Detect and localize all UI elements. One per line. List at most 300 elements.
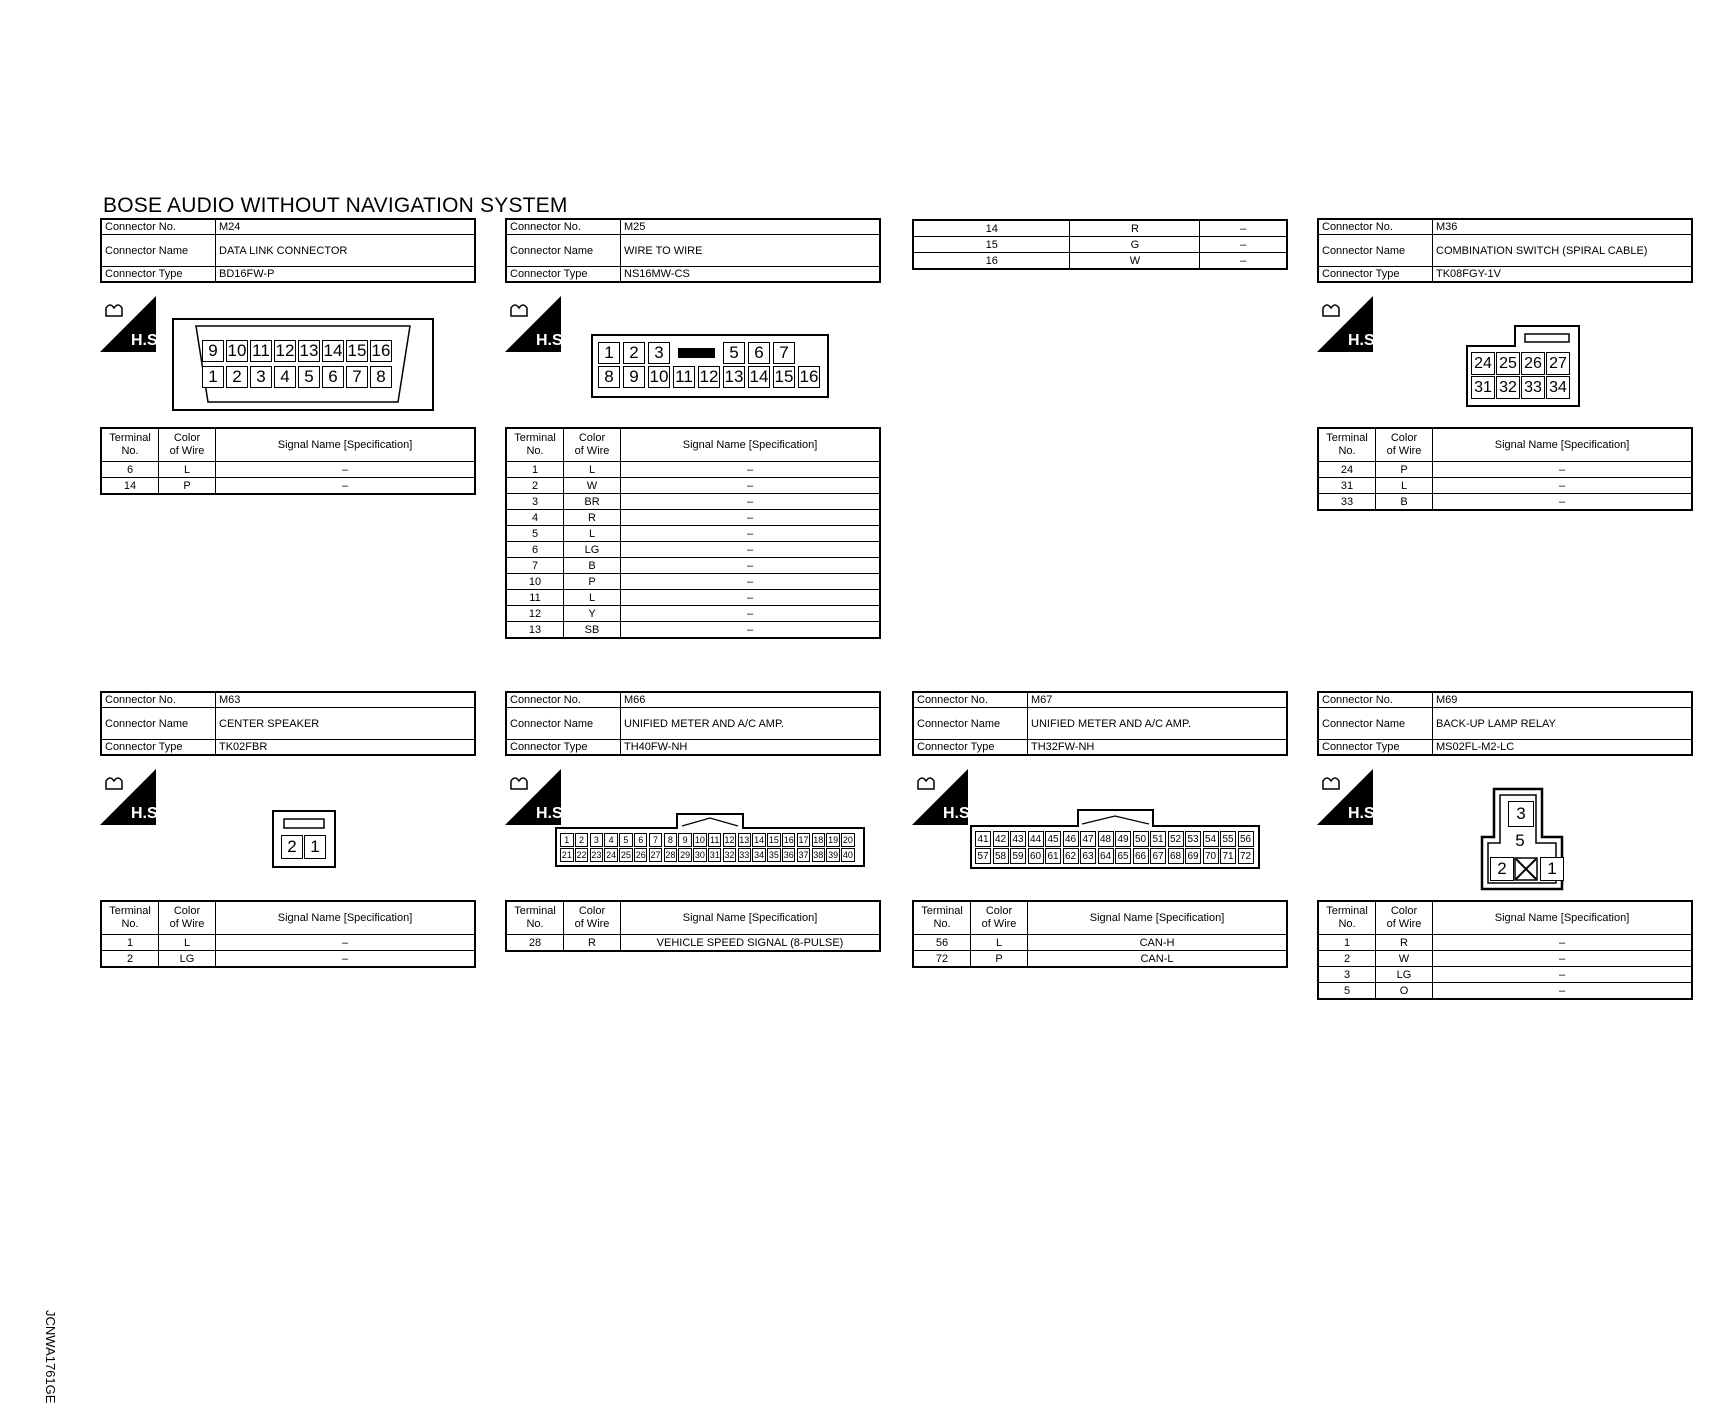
pin-14: 14: [323, 341, 343, 360]
terminal-no-cell: 4: [506, 510, 564, 526]
signal-name-cell: –: [621, 494, 881, 510]
terminal-no-cell: 1: [1318, 935, 1376, 951]
terminal-no-cell: 11: [506, 590, 564, 606]
terminal-no-cell: 28: [506, 935, 564, 952]
hs-badge-text: H.S.: [1348, 332, 1380, 349]
terminal-no-header-line: Terminal: [1326, 432, 1368, 444]
pin-24: 24: [606, 850, 617, 860]
terminal-no-header-line: Terminal: [109, 905, 151, 917]
signal-name-cell: –: [1433, 478, 1693, 494]
hs-badge-text: H.S.: [943, 805, 975, 822]
terminal-no-header: [101, 428, 159, 462]
pin-grid: [281, 835, 326, 859]
table-row: [1318, 462, 1692, 478]
table-row: [913, 237, 1287, 253]
pin-2: 2: [281, 835, 303, 859]
terminal-no-cell: 14: [101, 478, 159, 495]
table-row: [506, 622, 880, 639]
connector-m63-panel: [100, 691, 476, 756]
wire-color-cell: L: [159, 462, 216, 478]
connector-type-label: Connector Type: [1318, 267, 1433, 283]
pin-14: 14: [754, 835, 765, 845]
pin-32: 32: [724, 850, 735, 860]
pin-12: 12: [275, 341, 295, 360]
pin-1: 1: [560, 833, 574, 847]
wire-color-cell: R: [1376, 935, 1433, 951]
hs-badge-icon: [100, 296, 163, 352]
connector-name-value: COMBINATION SWITCH (SPIRAL CABLE): [1433, 235, 1693, 267]
terminal-no-header: [506, 901, 564, 935]
wire-color-cell: P: [159, 478, 216, 495]
pin-25: 25: [1496, 352, 1520, 375]
wire-color-cell: LG: [1376, 967, 1433, 983]
pin-grid: [202, 340, 392, 388]
pin-28: 28: [665, 850, 676, 860]
signal-name-cell: –: [1433, 462, 1693, 478]
pin-1: 1: [304, 835, 326, 859]
hs-badge-text: H.S.: [1348, 805, 1380, 822]
table-row: [913, 951, 1287, 968]
connector-m67-terminal-table: [912, 900, 1288, 968]
pin-63: 63: [1080, 848, 1096, 864]
signal-name-cell: –: [216, 478, 476, 495]
wire-color-cell: BR: [564, 494, 621, 510]
terminal-no-cell: 7: [506, 558, 564, 574]
connector-name-label: Connector Name: [1318, 708, 1433, 740]
pin-2: 2: [226, 366, 248, 388]
wire-color-cell: L: [564, 590, 621, 606]
wire-color-cell: LG: [564, 542, 621, 558]
pin-14: 14: [749, 367, 769, 386]
connector-m66-panel: [505, 691, 881, 756]
terminal-no-header-line: No.: [1338, 918, 1356, 930]
pin-4: 4: [274, 366, 296, 388]
terminal-no-header-line: Terminal: [1326, 905, 1368, 917]
table-row: [1318, 983, 1692, 1000]
pin-5: 5: [619, 833, 633, 847]
pin-69: 69: [1185, 848, 1201, 864]
wire-color-cell: P: [564, 574, 621, 590]
wire-color-cell: B: [1376, 494, 1433, 511]
pin-3: 3: [250, 366, 272, 388]
terminal-no-cell: 16: [913, 253, 1070, 270]
pin-42: 42: [993, 831, 1009, 847]
color-of-wire-header-line: of Wire: [574, 918, 610, 930]
connector-info-table: [100, 691, 476, 756]
pin-72: 72: [1238, 848, 1254, 864]
connector-name-label: Connector Name: [506, 708, 621, 740]
signal-name-cell: –: [621, 606, 881, 622]
pin-19: 19: [828, 835, 839, 845]
connector-type-value: TK02FBR: [216, 740, 476, 756]
signal-name-cell: –: [621, 558, 881, 574]
terminal-no-cell: 5: [506, 526, 564, 542]
pin-15: 15: [774, 367, 794, 386]
connector-m63-terminal-table: [100, 900, 476, 968]
connector-name-label: Connector Name: [913, 708, 1028, 740]
table-row: [506, 462, 880, 478]
pin-16: 16: [371, 341, 391, 360]
document-code: JCNWA1761GE: [43, 1310, 58, 1403]
pin-62: 62: [1063, 848, 1079, 864]
connector-type-label: Connector Type: [913, 740, 1028, 756]
table-row: [913, 935, 1287, 951]
connector-no-value: M36: [1433, 219, 1693, 235]
connector-m67-diagram: [970, 808, 1260, 869]
connector-type-value: MS02FL-M2-LC: [1433, 740, 1693, 756]
connector-no-label: Connector No.: [1318, 219, 1433, 235]
pin-26: 26: [1521, 352, 1545, 375]
pin-5: 5: [723, 342, 745, 364]
pin-31: 31: [709, 850, 720, 860]
color-of-wire-header-line: Color: [578, 905, 606, 917]
terminal-no-cell: 5: [1318, 983, 1376, 1000]
pin-16: 16: [799, 367, 819, 386]
connector-m36-terminal-table: [1317, 427, 1693, 511]
pin-3: 3: [1508, 801, 1534, 827]
connector-m24-terminal-table: [100, 427, 476, 495]
pin-38: 38: [813, 850, 824, 860]
wire-color-cell: G: [1070, 237, 1200, 253]
wire-color-cell: W: [1070, 253, 1200, 270]
page-title: BOSE AUDIO WITHOUT NAVIGATION SYSTEM: [103, 194, 568, 217]
pin-8: 8: [370, 366, 392, 388]
terminal-no-cell: 2: [1318, 951, 1376, 967]
pin-56: 56: [1238, 831, 1254, 847]
terminal-no-header-line: No.: [121, 918, 139, 930]
connector-m69-panel: [1317, 691, 1693, 756]
connector-info-table: [1317, 218, 1693, 283]
color-of-wire-header-line: Color: [578, 432, 606, 444]
color-of-wire-header-line: Color: [985, 905, 1013, 917]
pin-55: 55: [1220, 831, 1236, 847]
hs-badge-text: H.S.: [536, 332, 568, 349]
pin-4: 4: [604, 833, 618, 847]
table-row: [506, 574, 880, 590]
table-row: [913, 220, 1287, 237]
pin-5: 5: [298, 366, 320, 388]
hs-badge-icon: [100, 769, 163, 825]
table-row: [506, 590, 880, 606]
pin-46: 46: [1063, 831, 1079, 847]
signal-name-cell: –: [1433, 967, 1693, 983]
connector-m25-panel: [505, 218, 881, 283]
connector-type-label: Connector Type: [1318, 740, 1433, 756]
pin-11: 11: [708, 833, 722, 847]
connector-name-value: UNIFIED METER AND A/C AMP.: [1028, 708, 1288, 740]
pin-36: 36: [783, 850, 794, 860]
pin-13: 13: [299, 341, 319, 360]
connector-type-value: NS16MW-CS: [621, 267, 881, 283]
signal-name-cell: VEHICLE SPEED SIGNAL (8-PULSE): [621, 935, 881, 952]
terminal-no-header-line: No.: [933, 918, 951, 930]
pin-11: 11: [250, 340, 272, 362]
connector-name-label: Connector Name: [101, 235, 216, 267]
signal-name-header: Signal Name [Specification]: [1433, 428, 1693, 462]
pin-8: 8: [598, 366, 620, 388]
terminal-no-header-line: No.: [526, 445, 544, 457]
signal-name-header: Signal Name [Specification]: [216, 428, 476, 462]
connector-type-value: BD16FW-P: [216, 267, 476, 283]
connector-name-label: Connector Name: [101, 708, 216, 740]
pin-29: 29: [680, 850, 691, 860]
signal-name-cell: –: [1433, 951, 1693, 967]
pin-2: 2: [575, 833, 589, 847]
blank-cavity: [673, 342, 720, 364]
blocked-cavity-icon: [1514, 857, 1538, 882]
pin-44: 44: [1028, 831, 1044, 847]
terminal-no-cell: 33: [1318, 494, 1376, 511]
pin-3: 3: [648, 342, 670, 364]
connector-no-value: M63: [216, 692, 476, 708]
hs-badge-text: H.S.: [536, 805, 568, 822]
connector-no-label: Connector No.: [101, 692, 216, 708]
signal-name-cell: –: [1433, 494, 1693, 511]
terminal-no-cell: 2: [101, 951, 159, 968]
terminal-no-header-line: No.: [526, 918, 544, 930]
pin-32: 32: [1496, 376, 1520, 399]
pin-17: 17: [798, 835, 809, 845]
signal-name-header: Signal Name [Specification]: [621, 428, 881, 462]
hs-badge-icon: [505, 769, 568, 825]
pin-2: 2: [623, 342, 645, 364]
pin-20: 20: [842, 835, 853, 845]
terminal-no-cell: 13: [506, 622, 564, 639]
table-row: [101, 935, 475, 951]
terminal-no-cell: 31: [1318, 478, 1376, 494]
pin-21: 21: [561, 850, 572, 860]
signal-name-cell: –: [621, 542, 881, 558]
signal-name-cell: –: [1200, 220, 1287, 237]
wire-color-cell: B: [564, 558, 621, 574]
terminal-no-cell: 3: [506, 494, 564, 510]
connector-no-label: Connector No.: [101, 219, 216, 235]
table-row: [1318, 478, 1692, 494]
pin-70: 70: [1203, 848, 1219, 864]
pin-12: 12: [724, 835, 735, 845]
pin-65: 65: [1115, 848, 1131, 864]
connector-m69-terminal-table: [1317, 900, 1693, 1000]
color-of-wire-header: [1376, 901, 1433, 935]
connector-no-value: M67: [1028, 692, 1288, 708]
color-of-wire-header-line: Color: [1390, 905, 1418, 917]
wire-color-cell: SB: [564, 622, 621, 639]
connector-name-value: BACK-UP LAMP RELAY: [1433, 708, 1693, 740]
hs-badge-text: H.S.: [131, 332, 163, 349]
pin-grid: [1471, 352, 1570, 399]
signal-name-cell: –: [1200, 253, 1287, 270]
wire-color-cell: LG: [159, 951, 216, 968]
terminal-no-header: [101, 901, 159, 935]
signal-name-cell: –: [216, 951, 476, 968]
terminal-no-header-line: Terminal: [921, 905, 963, 917]
color-of-wire-header-line: of Wire: [169, 445, 205, 457]
color-of-wire-header: [1376, 428, 1433, 462]
connector-no-value: M25: [621, 219, 881, 235]
signal-name-cell: –: [216, 462, 476, 478]
pin-66: 66: [1133, 848, 1149, 864]
pin-60: 60: [1028, 848, 1044, 864]
pin-grid: [598, 342, 820, 388]
terminal-no-header-line: Terminal: [514, 432, 556, 444]
color-of-wire-header: [159, 428, 216, 462]
terminal-no-cell: 6: [506, 542, 564, 558]
signal-name-header: Signal Name [Specification]: [1028, 901, 1288, 935]
color-of-wire-header-line: of Wire: [1386, 918, 1422, 930]
color-of-wire-header: [564, 428, 621, 462]
pin-18: 18: [813, 835, 824, 845]
connector-type-label: Connector Type: [506, 740, 621, 756]
terminal-no-header-line: Terminal: [514, 905, 556, 917]
connector-no-label: Connector No.: [1318, 692, 1433, 708]
pin-50: 50: [1133, 831, 1149, 847]
signal-name-cell: –: [621, 510, 881, 526]
keyway-mark: [678, 348, 716, 358]
connector-type-label: Connector Type: [101, 740, 216, 756]
terminal-no-header-line: Terminal: [109, 432, 151, 444]
connector-no-label: Connector No.: [506, 219, 621, 235]
table-row: [1318, 951, 1692, 967]
pin-5: 5: [1515, 831, 1525, 850]
pin-grid: [975, 831, 1254, 864]
pin-71: 71: [1220, 848, 1236, 864]
pin-13: 13: [724, 367, 744, 386]
pin-48: 48: [1098, 831, 1114, 847]
connector-name-value: DATA LINK CONNECTOR: [216, 235, 476, 267]
pin-41: 41: [975, 831, 991, 847]
empty-cavity: [798, 342, 820, 364]
pin-3: 3: [590, 833, 604, 847]
signal-name-cell: –: [621, 462, 881, 478]
pin-43: 43: [1010, 831, 1026, 847]
terminal-no-header: [1318, 901, 1376, 935]
connector-name-value: CENTER SPEAKER: [216, 708, 476, 740]
connector-no-value: M24: [216, 219, 476, 235]
connector-info-table: [505, 691, 881, 756]
signal-name-cell: –: [216, 935, 476, 951]
wire-color-cell: L: [159, 935, 216, 951]
connector-name-label: Connector Name: [1318, 235, 1433, 267]
terminal-no-cell: 1: [506, 462, 564, 478]
terminal-no-cell: 12: [506, 606, 564, 622]
wire-color-cell: W: [564, 478, 621, 494]
signal-name-cell: –: [621, 574, 881, 590]
pin-1: 1: [598, 342, 620, 364]
wire-color-cell: L: [971, 935, 1028, 951]
pin-26: 26: [635, 850, 646, 860]
signal-name-cell: –: [1200, 237, 1287, 253]
pin-2: 2: [1490, 857, 1514, 881]
pin-15: 15: [347, 341, 367, 360]
hs-badge-icon: [1317, 769, 1380, 825]
terminal-no-header: [506, 428, 564, 462]
pin-9: 9: [623, 366, 645, 388]
connector-m66-diagram: [555, 812, 865, 867]
table-row: [506, 478, 880, 494]
connector-type-value: TH40FW-NH: [621, 740, 881, 756]
pin-9: 9: [202, 340, 224, 362]
color-of-wire-header-line: of Wire: [169, 918, 205, 930]
terminal-no-cell: 6: [101, 462, 159, 478]
color-of-wire-header-line: Color: [173, 905, 201, 917]
pin-27: 27: [650, 850, 661, 860]
table-row: [506, 526, 880, 542]
color-of-wire-header-line: of Wire: [1386, 445, 1422, 457]
connector-m25-terminal-table: [505, 427, 881, 639]
pin-27: 27: [1546, 352, 1570, 375]
color-of-wire-header-line: of Wire: [981, 918, 1017, 930]
terminal-no-cell: 24: [1318, 462, 1376, 478]
pin-57: 57: [975, 848, 991, 864]
pin-13: 13: [739, 835, 750, 845]
pin-6: 6: [748, 342, 770, 364]
pin-9: 9: [678, 833, 692, 847]
pin-34: 34: [1546, 376, 1570, 399]
pin-6: 6: [634, 833, 648, 847]
signal-name-cell: –: [1433, 935, 1693, 951]
pin-7: 7: [773, 342, 795, 364]
connector-name-value: UNIFIED METER AND A/C AMP.: [621, 708, 881, 740]
pin-64: 64: [1098, 848, 1114, 864]
connector-m66-terminal-table: [505, 900, 881, 952]
connector-m67-panel: [912, 691, 1288, 756]
hs-badge-text: H.S.: [131, 805, 163, 822]
pin-6: 6: [322, 366, 344, 388]
wire-color-cell: W: [1376, 951, 1433, 967]
connector-no-label: Connector No.: [506, 692, 621, 708]
hs-badge-icon: [505, 296, 568, 352]
terminal-no-cell: 72: [913, 951, 971, 968]
connector-m36-panel: [1317, 218, 1693, 283]
table-row: [913, 253, 1287, 270]
pin-47: 47: [1080, 831, 1096, 847]
pin-59: 59: [1010, 848, 1026, 864]
color-of-wire-header: [564, 901, 621, 935]
table-row: [1318, 967, 1692, 983]
terminal-no-header-line: No.: [1338, 445, 1356, 457]
pin-45: 45: [1045, 831, 1061, 847]
signal-name-cell: –: [1433, 983, 1693, 1000]
signal-name-cell: –: [621, 526, 881, 542]
pin-37: 37: [798, 850, 809, 860]
connector-type-label: Connector Type: [506, 267, 621, 283]
color-of-wire-header-line: Color: [1390, 432, 1418, 444]
hs-badge-icon: [1317, 296, 1380, 352]
pin-40: 40: [842, 850, 853, 860]
pin-10: 10: [649, 367, 669, 386]
table-row: [101, 478, 475, 495]
wire-color-cell: Y: [564, 606, 621, 622]
color-of-wire-header: [159, 901, 216, 935]
pin-61: 61: [1045, 848, 1061, 864]
connector-m69-diagram: [1478, 787, 1566, 891]
pin-15: 15: [768, 835, 779, 845]
pin-68: 68: [1168, 848, 1184, 864]
pin-33: 33: [739, 850, 750, 860]
pin-8: 8: [664, 833, 678, 847]
table-row: [101, 951, 475, 968]
table-row: [1318, 494, 1692, 511]
pin-33: 33: [1521, 376, 1545, 399]
connector-type-value: TH32FW-NH: [1028, 740, 1288, 756]
connector-no-value: M69: [1433, 692, 1693, 708]
connector-type-label: Connector Type: [101, 267, 216, 283]
pin-58: 58: [993, 848, 1009, 864]
terminal-no-header: [913, 901, 971, 935]
pin-25: 25: [620, 850, 631, 860]
pin-34: 34: [754, 850, 765, 860]
connector-info-table: [100, 218, 476, 283]
